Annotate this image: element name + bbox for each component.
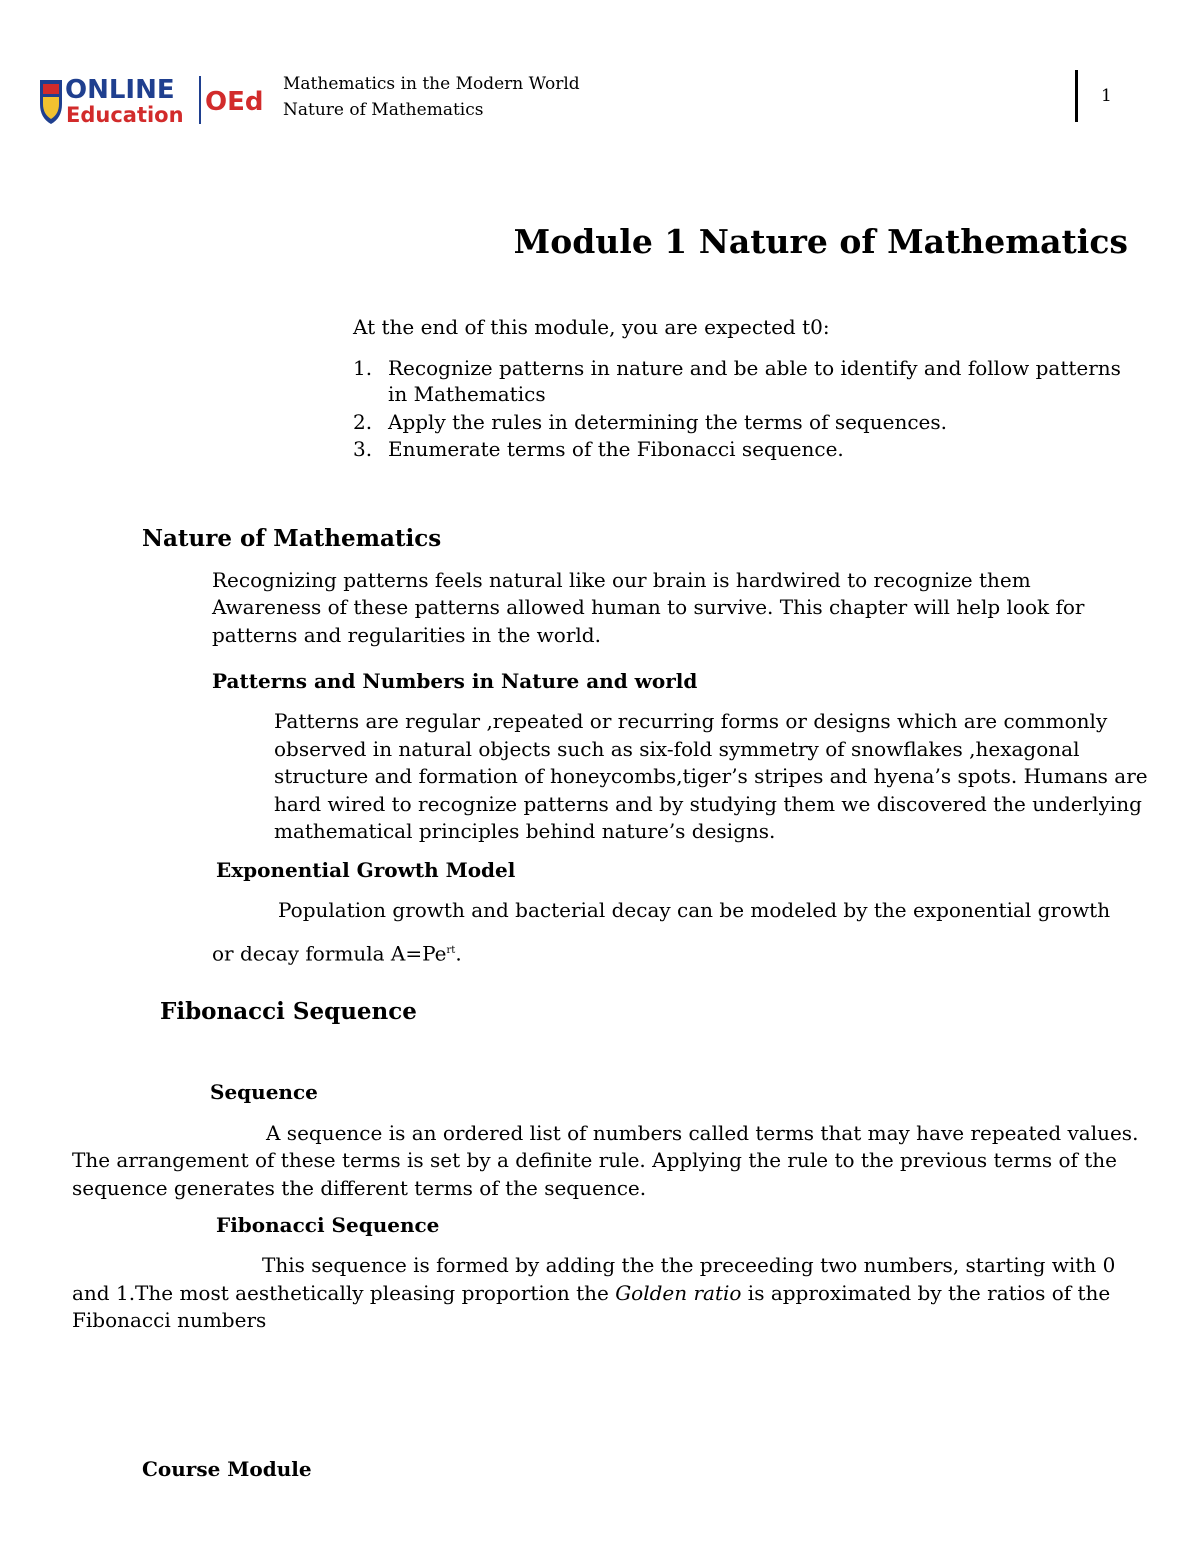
patterns-paragraph-line: mathematical principles behind nature’s designs. (274, 819, 776, 843)
subheading-sequence: Sequence (210, 1080, 318, 1104)
logo-online-text: ONLINE (65, 75, 175, 105)
fibonacci-paragraph-line: Fibonacci numbers (72, 1308, 267, 1332)
patterns-paragraph-line: observed in natural objects such as six-fold symmetry of snowflakes ,hexagonal (274, 737, 1080, 761)
module-title: Module 1 Nature of Mathematics (513, 222, 1128, 261)
objective-item: 1. Recognize patterns in nature and be able to identify and follow patterns (353, 356, 1121, 380)
patterns-paragraph-line: structure and formation of honeycombs,tiger’s stripes and hyena’s spots. Humans are (274, 764, 1148, 788)
exponential-line: Population growth and bacterial decay can be modeled by the exponential growth (278, 898, 1111, 922)
nature-paragraph-line: Recognizing patterns feels natural like our brain is hardwired to recognize them (212, 568, 1031, 592)
subheading-exponential: Exponential Growth Model (216, 858, 516, 882)
section-heading-nature: Nature of Mathematics (142, 525, 442, 552)
objective-item: 3. Enumerate terms of the Fibonacci sequence. (353, 437, 844, 461)
golden-ratio-term: Golden ratio (615, 1281, 742, 1305)
page-number: 1 (1101, 86, 1112, 106)
header-divider (1075, 70, 1078, 122)
subheading-patterns: Patterns and Numbers in Nature and world (212, 669, 698, 693)
header-course-title: Mathematics in the Modern World (283, 74, 580, 94)
sequence-paragraph-line: The arrangement of these terms is set by a definite rule. Applying the rule to the previous terms of the (72, 1148, 1118, 1172)
nature-paragraph-line: Awareness of these patterns allowed human to survive. This chapter will help look for (212, 595, 1085, 619)
objective-item-continuation: in Mathematics (388, 382, 546, 406)
formula-exponent: rt (446, 945, 456, 956)
exponential-formula-line: or decay formula $A=Pe^{rt}$. (212, 941, 462, 966)
patterns-paragraph-line: Patterns are regular ,repeated or recurring forms or designs which are commonly (274, 709, 1108, 733)
subheading-fibonacci-sequence: Fibonacci Sequence (216, 1213, 440, 1237)
objective-item: 2. Apply the rules in determining the terms of sequences. (353, 410, 947, 434)
logo-oed-text: OEd (205, 87, 264, 117)
fibonacci-paragraph-line: This sequence is formed by adding the the preceeding two numbers, starting with 0 (262, 1253, 1116, 1277)
logo-education-text: Education (66, 103, 184, 127)
fibonacci-paragraph-line: and 1.The most aesthetically pleasing proportion the Golden ratio is approximated by the ratios of the (72, 1281, 1111, 1305)
nature-paragraph-line: patterns and regularities in the world. (212, 623, 601, 647)
section-heading-fibonacci: Fibonacci Sequence (160, 998, 417, 1025)
patterns-paragraph-line: hard wired to recognize patterns and by studying them we discovered the underlying (274, 792, 1142, 816)
footer-course-module: Course Module (142, 1457, 312, 1481)
header-module-title: Nature of Mathematics (283, 100, 484, 120)
objectives-intro: At the end of this module, you are expected t0: (353, 315, 830, 339)
sequence-paragraph-line: A sequence is an ordered list of numbers called terms that may have repeated values. (266, 1121, 1139, 1145)
online-education-logo (36, 70, 276, 128)
sequence-paragraph-line: sequence generates the different terms of the sequence. (72, 1176, 647, 1200)
